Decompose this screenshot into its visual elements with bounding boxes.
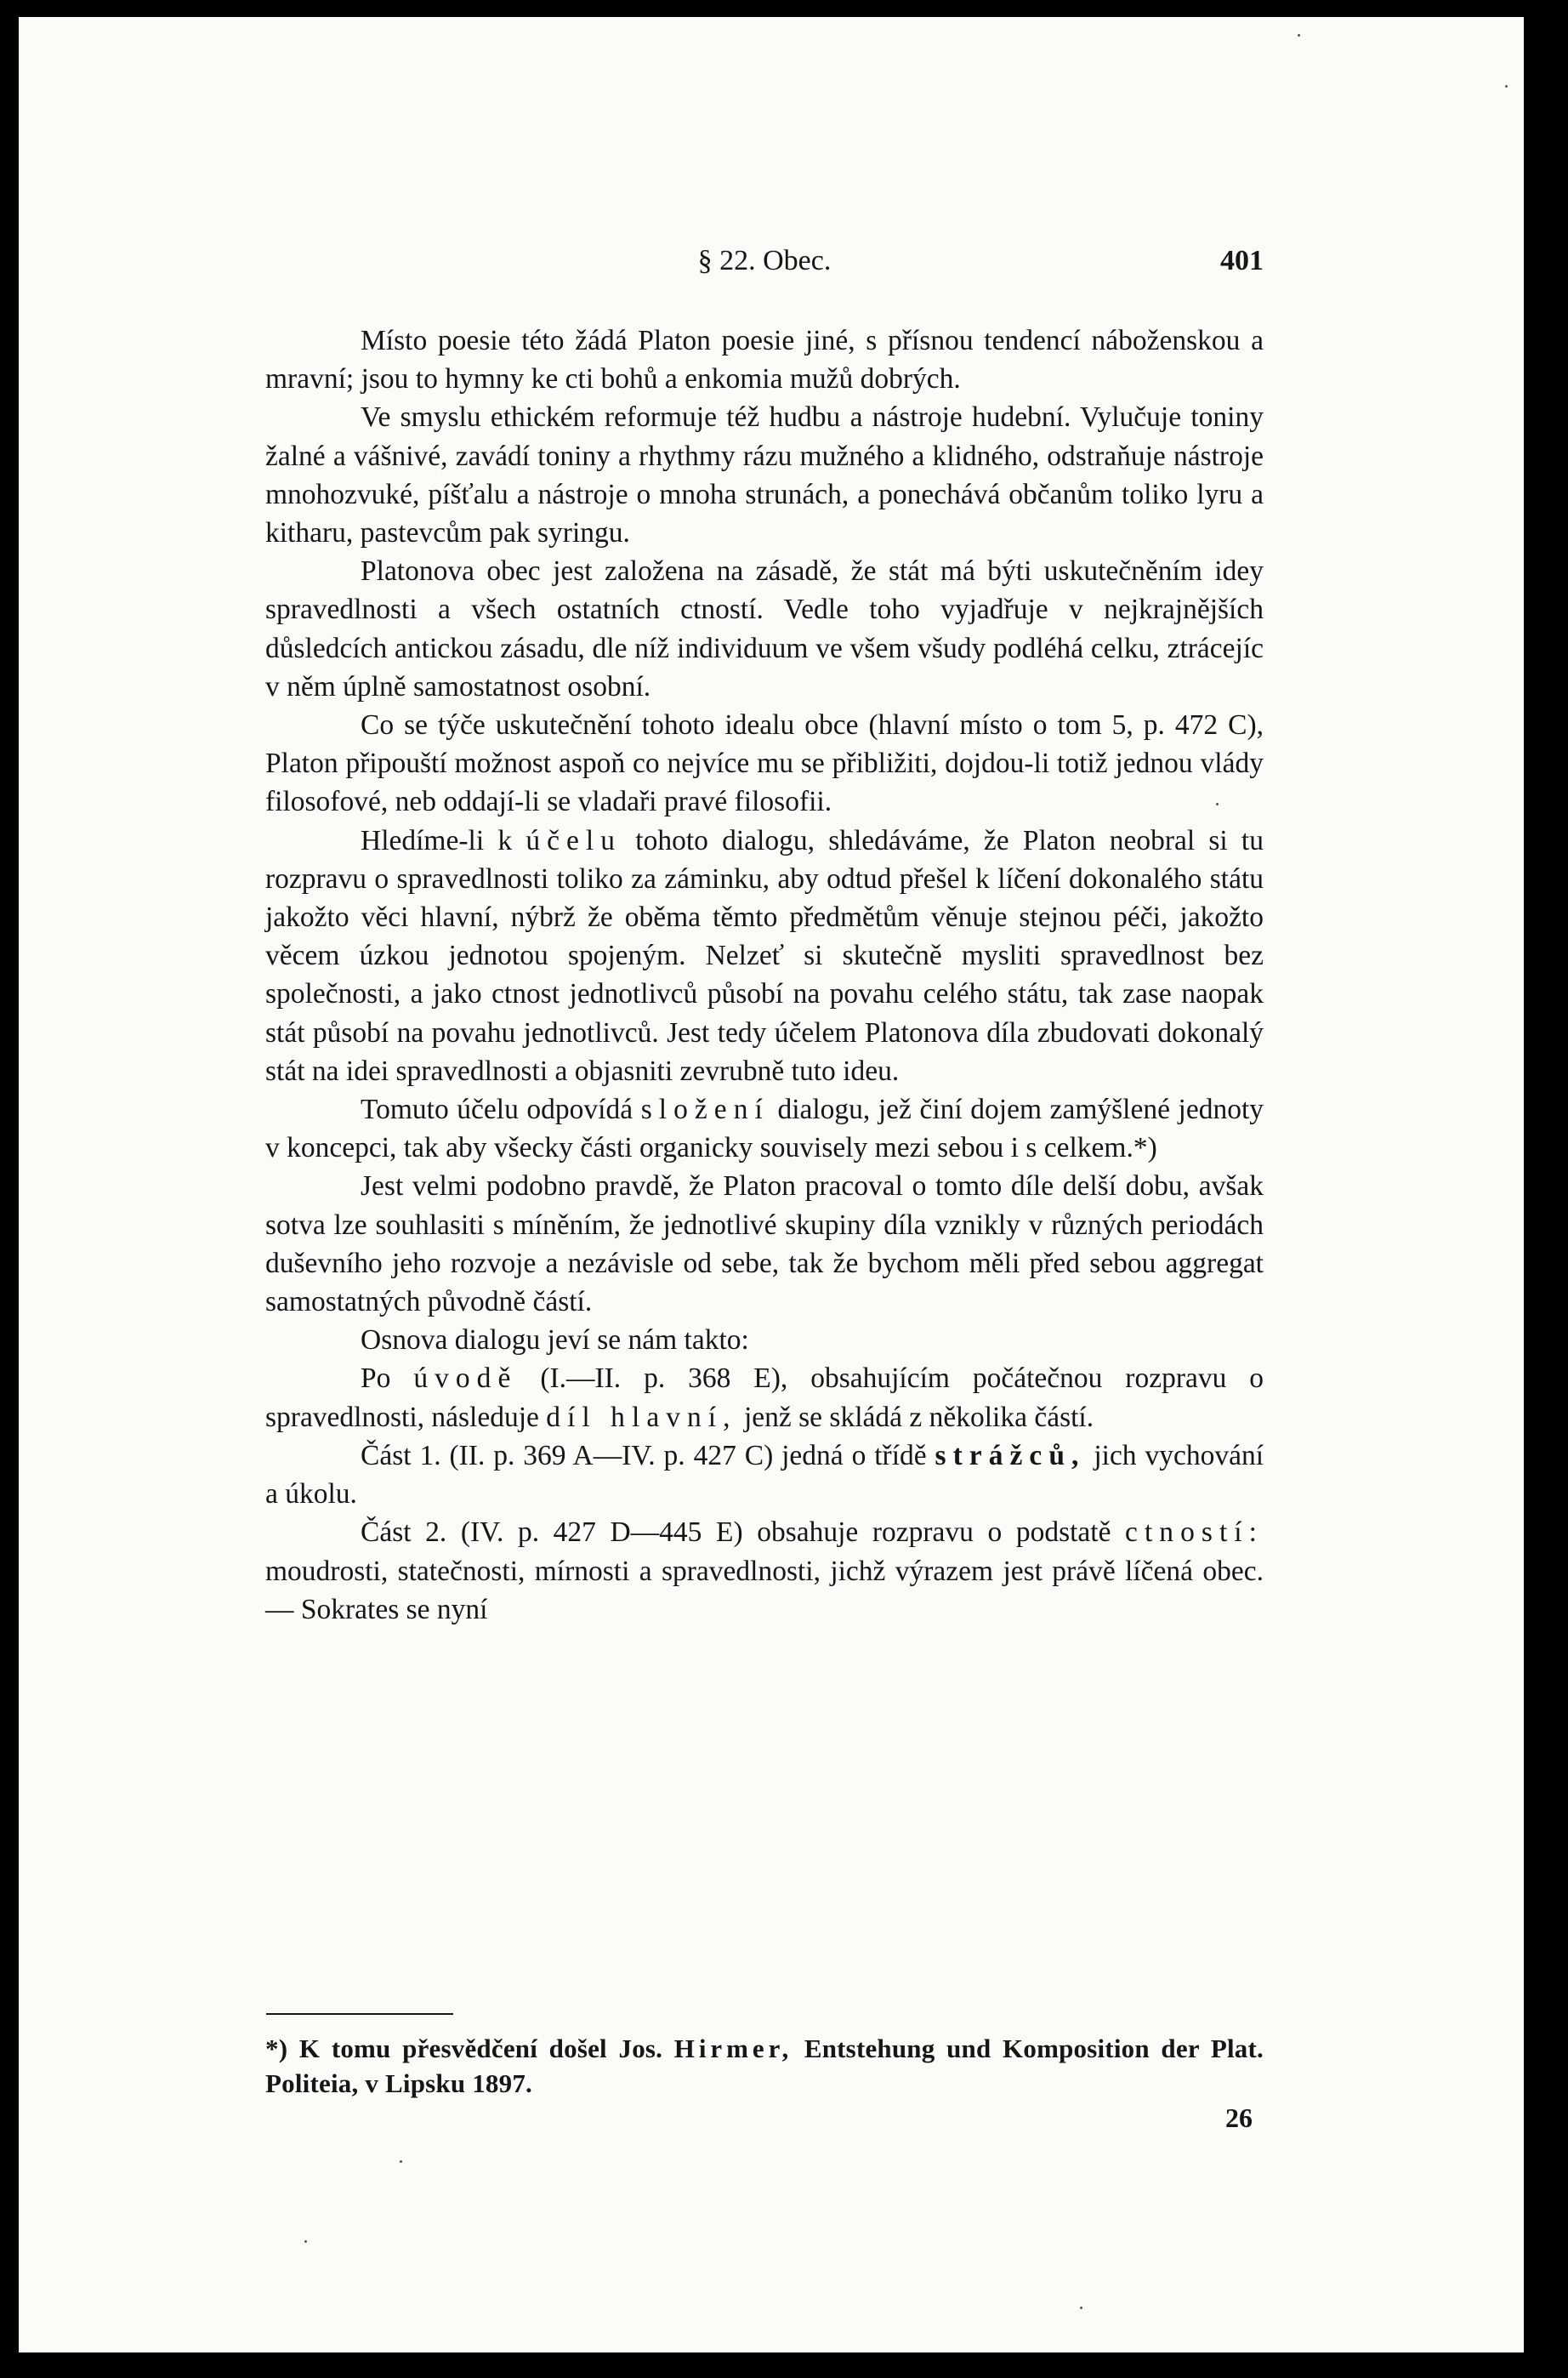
paragraph-origin: Jest velmi podobno pravdě, že Platon pracoval o tomto díle delší dobu, avšak sotva lze souhlasiti s míněním, že jednotlivé skupiny díla vznikly v různých periodách duševního jeho rozvoje a nezávisle od sebe, tak že bychom měli před sebou aggregat samostatných původně částí. xyxy=(265,1170,1264,1318)
paper-speck xyxy=(1505,85,1508,88)
paragraph-introduction xyxy=(265,1359,1264,1436)
page-number: 401 xyxy=(1220,245,1264,276)
paragraph-music: Ve smyslu ethickém reformuje též hudbu a nástroje hudební. Vylučuje toniny žalné a vášnivé, zavádí toniny a rhythmy rázu mužného a klidného, odstraňuje nástroje mnohozvuké, píšťalu a nástroje o mnoha strunách, a ponechává občanům toliko lyru a kitharu, pastevcům pak syringu. xyxy=(265,401,1264,549)
paragraph-composition xyxy=(265,1090,1264,1167)
paper-speck xyxy=(304,2240,307,2243)
paper-speck xyxy=(400,2160,402,2163)
emphasis-composition: složení xyxy=(640,1094,770,1126)
paragraph-part-two-rest: moudrosti, statečnosti, mírnosti a spravedlnosti, jichž výrazem jest právě líčená obec. — Sokrates se nyní xyxy=(265,1555,1264,1625)
paragraph-ideal-realization: Co se týče uskutečnění tohoto idealu obce (hlavní místo o tom 5, p. 472 C), Platon připouští možnost aspoň co nejvíce mu se přibližiti, dojdou-li totiž jednou vlády filosofové, neb oddají-li se vladaři pravé filosofii. xyxy=(265,709,1264,818)
signature-mark: 26 xyxy=(1225,2102,1253,2133)
book-page xyxy=(19,17,1532,2361)
paragraph-part-one xyxy=(265,1436,1264,1513)
paragraph-purpose-rest: tohoto dialogu, shledáváme, že Platon neobral si tu rozpravu o spravedlnosti toliko za záminku, aby odtud přešel k líčení dokonalého státu jakožto věci hlavní, nýbrž že oběma těmto předmětům věnuje stejnou péči, jakožto věcem úzkou jednotou spojeným. Nelzeť si skutečně mysliti spravedlnost bez společnosti, a jako ctnost jednotlivců působí na povahu celého státu, tak zase naopak stát působí na povahu jednotlivců. Jest tedy účelem Platonova díla zbudovati dokonalý stát na idei spravedlnosti a objasniti zevrubně tuto ideu. xyxy=(265,824,1264,1087)
paper-speck xyxy=(1216,803,1219,805)
paragraph-part-two xyxy=(265,1513,1264,1629)
footnote-rest: Entstehung und Komposition der Plat. Politeia, v Lipsku 1897. xyxy=(265,2034,1264,2098)
footnote-start: *) K tomu přesvědčení došel Jos. xyxy=(265,2034,663,2063)
paragraph-part-one-start: Část 1. (II. p. 369 A—IV. p. 427 C) jedná o třídě xyxy=(361,1439,927,1471)
chapter-heading: § 22. Obec. xyxy=(697,245,832,276)
paragraph-introduction-middle: (I.—II. p. 368 E), obsahujícím počátečnou rozpravu o spravedlnosti, následuje xyxy=(265,1363,1264,1433)
paragraph-outline-heading: Osnova dialogu jeví se nám takto: xyxy=(361,1324,749,1357)
paragraph-introduction-start: Po xyxy=(361,1363,391,1395)
footnote-divider xyxy=(266,2013,453,2015)
paragraph-purpose xyxy=(265,822,1264,1090)
paragraph-poetry: Místo poesie této žádá Platon poesie jiné, s přísnou tendencí náboženskou a mravní; jsou to hymny ke cti bohů a enkomia mužů dobrých. xyxy=(265,325,1264,395)
emphasis-introduction: úvodě xyxy=(413,1363,518,1395)
paragraph-part-one-rest: jich vychování a úkolu. xyxy=(265,1439,1264,1510)
paper-speck xyxy=(1298,34,1300,37)
paragraph-purpose-start: Hledíme-li k xyxy=(361,824,513,856)
emphasis-virtues: ctností: xyxy=(1125,1516,1264,1549)
paragraph-introduction-rest: jenž se skládá z několika částí. xyxy=(743,1401,1094,1433)
footnote xyxy=(265,2031,1264,2101)
emphasis-purpose: účelu xyxy=(526,824,622,856)
body-text xyxy=(265,321,1264,1629)
paragraph-composition-rest: dialogu, jež činí dojem zamýšlené jednoty v koncepci, tak aby všecky části organicky souvisely mezi sebou i s celkem.*) xyxy=(265,1094,1264,1164)
running-header xyxy=(265,240,1264,282)
paragraph-composition-start: Tomuto účelu odpovídá xyxy=(361,1094,633,1126)
paragraph-part-two-start: Část 2. (IV. p. 427 D—445 E) obsahuje rozpravu o podstatě xyxy=(361,1516,1111,1549)
emphasis-main-part: díl hlavní, xyxy=(546,1401,737,1433)
footnote-author: Hirmer, xyxy=(673,2034,793,2063)
emphasis-guardians: strážců, xyxy=(935,1439,1086,1471)
paragraph-state: Platonova obec jest založena na zásadě, že stát má býti uskutečněním idey spravedlnosti a všech ostatních ctností. Vedle toho vyjadřuje v nejkrajnějších důsledcích antickou zásadu, dle níž individuum ve všem všudy podléhá celku, ztrácejíc v něm úplně samostatnost osobní. xyxy=(265,555,1264,703)
paper-speck xyxy=(1080,2307,1082,2309)
